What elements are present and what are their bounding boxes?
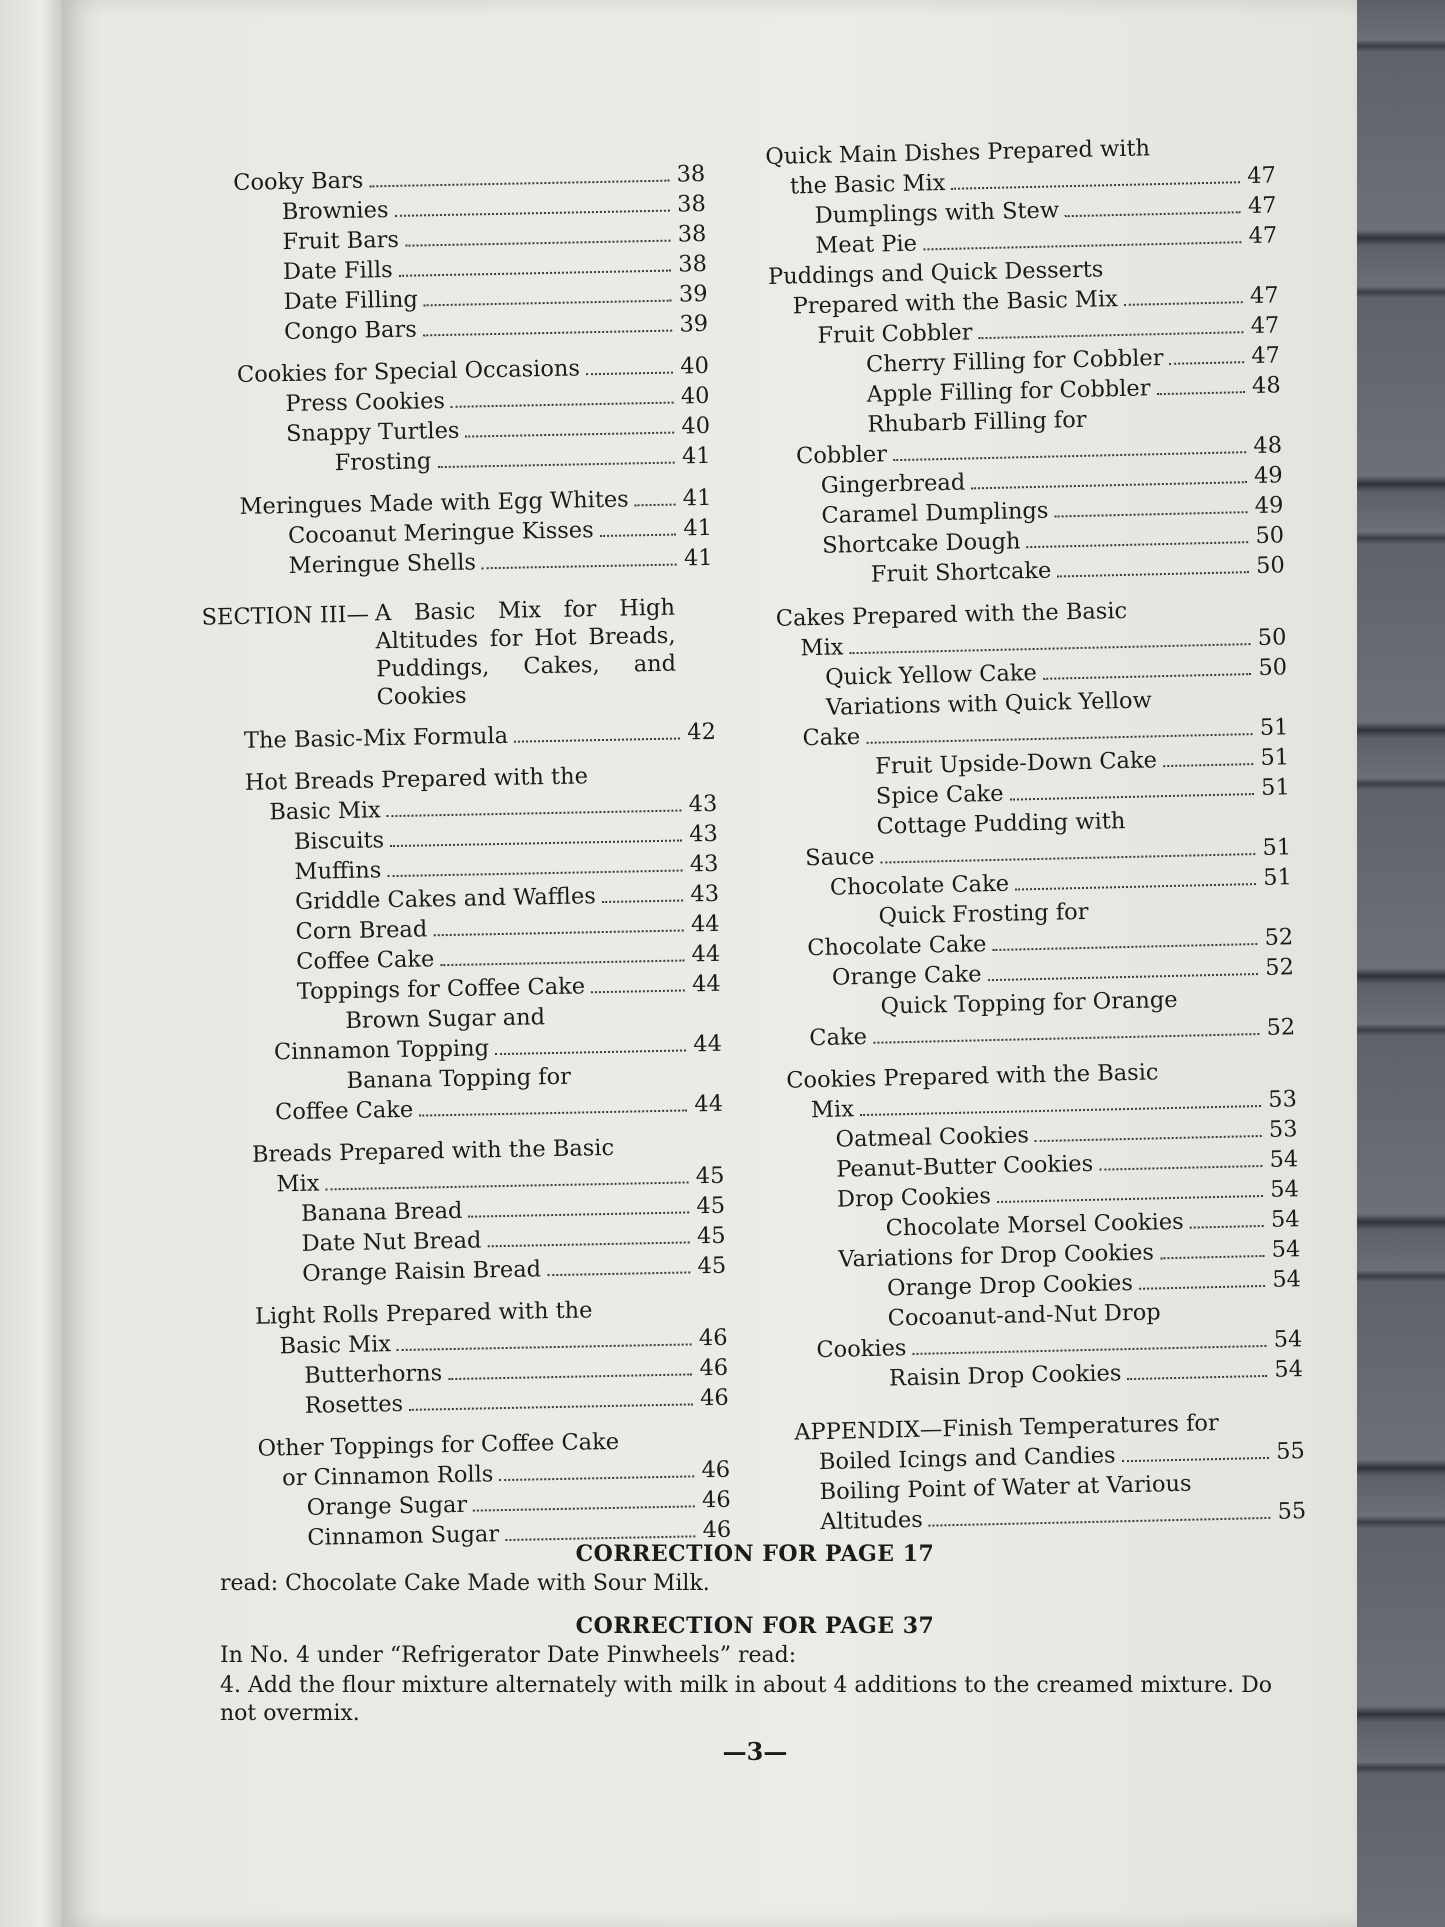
entry-title: Fruit Upside-Down Cake <box>874 747 1158 780</box>
facing-page-edge <box>0 0 70 1927</box>
page-ref: 47 <box>1246 162 1277 190</box>
page-ref: 50 <box>1258 654 1288 681</box>
page-ref: 44 <box>691 940 721 968</box>
entry-title: Shortcake Dough <box>821 528 1021 559</box>
entry-title: Peanut-Butter Cookies <box>836 1150 1094 1183</box>
page-ref: 40 <box>680 352 710 380</box>
entry-title: Fruit Bars <box>282 226 400 256</box>
dot-leader <box>893 451 1246 461</box>
entry-title: Brownies <box>281 197 389 226</box>
section-label: SECTION III— <box>201 601 370 631</box>
entry-title: Mix <box>276 1170 320 1198</box>
page-ref: 47 <box>1250 312 1280 340</box>
dot-leader <box>466 432 675 438</box>
dot-leader <box>997 1195 1263 1203</box>
entry-title: Cookies <box>816 1335 907 1364</box>
entry-title: APPENDIX—Finish Temperatures for <box>793 1410 1219 1446</box>
dot-leader <box>591 989 685 993</box>
correction-text: 4. Add the flour mixture alternately with milk in about 4 additions to the creamed mixture. Do not overmix. <box>220 1673 1273 1726</box>
dot-leader <box>1065 211 1241 217</box>
dot-leader <box>1170 361 1245 365</box>
entry-title: Frosting <box>334 448 432 477</box>
page-ref: 48 <box>1251 372 1281 400</box>
entry-title: Meringue Shells <box>288 549 477 580</box>
dot-leader <box>913 1345 1267 1355</box>
dot-leader <box>399 270 671 277</box>
page-ref: 51 <box>1262 864 1293 891</box>
correction-1 <box>220 1540 1290 1598</box>
entry-title: Rosettes <box>304 1390 404 1419</box>
dot-leader <box>1139 1285 1265 1290</box>
dot-leader <box>1043 673 1251 680</box>
dot-leader <box>409 1403 693 1410</box>
entry-title: Orange Cake <box>831 961 982 991</box>
dot-leader <box>1054 511 1247 517</box>
page-ref: 49 <box>1253 462 1283 489</box>
page-ref: 43 <box>688 820 719 848</box>
dot-leader <box>923 241 1241 250</box>
page-number: —3— <box>722 1737 788 1766</box>
entry-title: Rhubarb Filling for <box>867 406 1087 438</box>
dot-leader <box>424 300 672 307</box>
entry-title: Cookies for Special Occasions <box>236 355 581 388</box>
page-ref: 41 <box>681 442 711 470</box>
page-ref: 46 <box>699 1384 729 1412</box>
page-ref: 42 <box>687 718 717 746</box>
page-ref: 54 <box>1273 1326 1303 1353</box>
entry-title: Fruit Cobbler <box>817 319 973 349</box>
dot-leader <box>971 481 1247 489</box>
page-ref: 50 <box>1255 522 1285 549</box>
page-ref: 50 <box>1255 552 1286 579</box>
page-ref: 53 <box>1268 1116 1298 1143</box>
dot-leader <box>873 1033 1259 1044</box>
page-ref: 54 <box>1274 1356 1304 1383</box>
page-ref: 38 <box>676 190 707 218</box>
entry-title: Hot Breads Prepared with the <box>244 763 589 796</box>
entry-title: Meringues Made with Egg Whites <box>239 486 629 520</box>
dot-leader <box>951 181 1240 190</box>
dot-leader <box>1127 1375 1267 1380</box>
page-ref: 51 <box>1259 714 1289 741</box>
entry-title: Basic Mix <box>279 1331 392 1360</box>
dot-leader <box>440 959 684 966</box>
page-ref: 46 <box>702 1516 732 1544</box>
page-ref: 46 <box>701 1456 731 1484</box>
page-ref: 45 <box>696 1222 726 1250</box>
dot-leader <box>433 929 683 936</box>
page-ref: 41 <box>683 514 713 542</box>
entry-title: Quick Yellow Cake <box>824 659 1038 691</box>
entry-title: Drop Cookies <box>836 1183 992 1213</box>
page-ref: 46 <box>699 1354 729 1382</box>
entry-title: Congo Bars <box>283 316 417 346</box>
entry-title: Chocolate Cake <box>829 870 1010 901</box>
dot-leader <box>602 899 683 903</box>
entry-title: Orange Raisin Bread <box>301 1256 542 1287</box>
page-ref: 50 <box>1257 624 1287 651</box>
entry-title: Banana Bread <box>300 1197 463 1227</box>
page-ref: 44 <box>691 970 722 998</box>
entry-title: Cobbler <box>795 441 888 470</box>
dot-leader <box>988 973 1258 981</box>
toc-right-column <box>765 130 1307 1537</box>
dot-leader <box>473 1505 695 1511</box>
dot-leader <box>635 504 676 507</box>
entry-title: Apple Filling for Cobbler <box>866 375 1151 408</box>
entry-title: Altitudes <box>820 1506 924 1536</box>
entry-title: Variations with Quick Yellow <box>825 687 1153 721</box>
page-ref: 38 <box>676 160 706 188</box>
entry-title: Sauce <box>804 843 875 872</box>
dot-leader <box>495 1049 686 1055</box>
correction-text: In No. 4 under “Refrigerator Date Pinwheels” read: <box>220 1643 797 1668</box>
page-ref: 45 <box>695 1162 725 1190</box>
entry-title: Boiled Icings and Candies <box>818 1442 1116 1476</box>
dot-leader <box>419 1109 687 1116</box>
corrections-block <box>220 1540 1290 1766</box>
page-ref: 48 <box>1253 432 1283 459</box>
dot-leader <box>586 372 673 376</box>
dot-leader <box>866 733 1252 744</box>
dot-leader <box>448 1373 692 1380</box>
entry-title: Press Cookies <box>285 387 446 418</box>
dot-leader <box>423 330 672 337</box>
entry-title: Corn Bread <box>295 916 428 945</box>
entry-title: Date Nut Bread <box>301 1227 482 1257</box>
page-ref: 47 <box>1247 192 1277 220</box>
page-ref: 44 <box>690 910 720 938</box>
page-ref: 51 <box>1260 744 1290 771</box>
page-ref: 46 <box>698 1324 728 1352</box>
entry-title: Mix <box>800 634 844 662</box>
entry-title: Cinnamon Sugar <box>307 1521 500 1551</box>
dot-leader <box>850 643 1251 654</box>
dot-leader <box>369 180 669 188</box>
entry-title: Cakes Prepared with the Basic <box>775 597 1128 632</box>
section-title: A Basic Mix for High Altitudes for Hot Breads, Puddings, Cakes, and Cookies <box>374 594 677 711</box>
page-ref: 45 <box>696 1192 726 1220</box>
dot-leader <box>514 738 680 743</box>
entry-title: Cinnamon Topping <box>273 1035 490 1066</box>
page-ref: 52 <box>1264 954 1295 981</box>
page-ref: 49 <box>1254 492 1284 519</box>
entry-title: Coffee Cake <box>274 1096 414 1126</box>
entry-title: Quick Main Dishes Prepared with <box>765 135 1151 170</box>
dot-leader <box>390 840 682 848</box>
entry-title: Gingerbread <box>820 469 966 499</box>
dot-leader <box>487 1241 689 1247</box>
section-heading <box>201 593 715 715</box>
entry-title: Cake <box>809 1023 868 1052</box>
entry-title: Mix <box>810 1096 855 1124</box>
page-ref: 38 <box>678 250 708 278</box>
page-ref: 45 <box>697 1252 727 1280</box>
entry-title: Chocolate Morsel Cookies <box>885 1208 1184 1242</box>
entry-title: Variations for Drop Cookies <box>838 1239 1155 1273</box>
page-ref: 55 <box>1275 1438 1306 1465</box>
dot-leader <box>405 240 670 247</box>
page-ref: 54 <box>1272 1266 1302 1293</box>
dot-leader <box>1099 1165 1262 1171</box>
dot-leader <box>860 1105 1261 1116</box>
page-ref: 54 <box>1270 1206 1300 1233</box>
dot-leader <box>929 1517 1270 1527</box>
page-ref: 47 <box>1249 282 1279 310</box>
entry-title: Oatmeal Cookies <box>835 1122 1030 1153</box>
dot-leader <box>1157 391 1245 395</box>
page-ref: 52 <box>1264 924 1294 951</box>
page-ref: 46 <box>701 1486 731 1514</box>
page-ref: 44 <box>693 1030 723 1058</box>
correction-title: CORRECTION FOR PAGE 37 <box>575 1613 935 1639</box>
entry-title: Snappy Turtles <box>285 417 460 448</box>
entry-title: or Cinnamon Rolls <box>281 1461 494 1492</box>
entry-title: Quick Frosting for <box>878 898 1089 930</box>
dot-leader <box>1122 1457 1269 1462</box>
entry-title: Light Rolls Prepared with the <box>254 1297 593 1330</box>
entry-title: Date Filling <box>283 286 419 316</box>
page-ref: 47 <box>1248 222 1278 250</box>
page-ref: 40 <box>681 412 711 440</box>
dot-leader <box>1160 1255 1264 1259</box>
entry-title: Coffee Cake <box>296 946 435 975</box>
toc-left-column <box>201 159 732 1554</box>
entry-title: Date Fills <box>282 256 393 286</box>
dot-leader <box>451 402 674 408</box>
page-ref: 43 <box>688 790 718 818</box>
entry-title: Banana Topping for <box>346 1063 572 1094</box>
entry-title: the Basic Mix <box>789 169 946 200</box>
dot-leader <box>1035 1135 1262 1142</box>
dot-leader <box>397 1343 692 1351</box>
page-ref: 43 <box>690 880 720 908</box>
entry-title: Basic Mix <box>269 797 381 826</box>
entry-title: Butterhorns <box>303 1360 443 1389</box>
dot-leader <box>1057 571 1249 577</box>
entry-title: The Basic-Mix Formula <box>243 722 509 754</box>
entry-title: Cocoanut Meringue Kisses <box>287 517 594 550</box>
entry-title: Brown Sugar and <box>345 1004 546 1034</box>
entry-title: Boiling Point of Water at Various <box>819 1470 1192 1506</box>
entry-title: Toppings for Coffee Cake <box>296 973 586 1005</box>
page-ref: 41 <box>683 544 713 572</box>
entry-title: Puddings and Quick Desserts <box>767 256 1104 290</box>
entry-title: Meat Pie <box>815 230 918 259</box>
dot-leader <box>482 564 677 570</box>
dot-leader <box>499 1475 694 1481</box>
page-ref: 55 <box>1277 1498 1307 1525</box>
entry-title: Prepared with the Basic Mix <box>792 286 1119 320</box>
entry-title: Fruit Shortcake <box>870 557 1052 588</box>
correction-text: read: Chocolate Cake Made with Sour Milk. <box>220 1571 710 1596</box>
page-ref: 41 <box>682 484 712 512</box>
dot-leader <box>547 1271 690 1276</box>
dot-leader <box>600 534 676 537</box>
entry-title: Muffins <box>294 857 382 885</box>
entry-title: Cookies Prepared with the Basic <box>786 1059 1159 1094</box>
page-ref: 44 <box>694 1090 724 1118</box>
dot-leader <box>387 810 682 818</box>
entry-title: Biscuits <box>293 827 385 855</box>
page-ref: 43 <box>689 850 719 878</box>
dot-leader <box>1027 541 1249 548</box>
dot-leader <box>881 853 1256 864</box>
entry-title: Orange Drop Cookies <box>886 1269 1134 1302</box>
page-ref: 54 <box>1269 1146 1299 1173</box>
dot-leader <box>992 943 1257 951</box>
page-ref: 38 <box>677 220 707 248</box>
dot-leader <box>395 210 670 217</box>
dot-leader <box>1163 763 1253 767</box>
page-ref: 39 <box>679 310 709 338</box>
entry-title: Quick Topping for Orange <box>880 986 1178 1020</box>
page-ref: 54 <box>1271 1236 1301 1263</box>
page-ref: 52 <box>1266 1014 1296 1041</box>
page-ref: 39 <box>678 280 708 308</box>
dot-leader <box>1124 301 1243 306</box>
correction-title: CORRECTION FOR PAGE 17 <box>575 1541 935 1567</box>
entry-title: Cherry Filling for Cobbler <box>865 345 1164 378</box>
entry-title: Cooky Bars <box>233 167 364 196</box>
entry-title: Dumplings with Stew <box>814 197 1060 229</box>
page-ref: 40 <box>680 382 710 410</box>
dot-leader <box>1190 1225 1264 1229</box>
entry-title: Raisin Drop Cookies <box>888 1360 1122 1392</box>
page-ref: 47 <box>1251 342 1281 370</box>
dot-leader <box>387 869 682 877</box>
dot-leader <box>437 462 674 469</box>
page-ref: 51 <box>1262 834 1292 861</box>
correction-2 <box>220 1612 1290 1728</box>
dot-leader <box>979 331 1244 339</box>
entry-title: Griddle Cakes and Waffles <box>294 883 597 915</box>
entry-title: Other Toppings for Coffee Cake <box>257 1428 620 1462</box>
dot-leader <box>468 1211 689 1217</box>
dot-leader <box>1010 793 1254 801</box>
entry-title: Chocolate Cake <box>807 931 987 962</box>
entry-title: Cottage Pudding with <box>876 808 1126 840</box>
entry-title: Spice Cake <box>875 780 1004 810</box>
entry-title: Caramel Dumplings <box>821 497 1049 529</box>
entry-title: Cake <box>802 723 861 752</box>
dot-leader <box>1015 883 1256 890</box>
entry-title: Cocoanut-and-Nut Drop <box>887 1299 1161 1332</box>
page-ref: 51 <box>1260 774 1291 801</box>
page-ref: 54 <box>1269 1176 1300 1203</box>
toc-entry <box>244 717 716 756</box>
page-ref: 53 <box>1267 1086 1298 1113</box>
entry-title: Orange Sugar <box>306 1491 468 1521</box>
entry-title: Breads Prepared with the Basic <box>251 1134 615 1168</box>
dot-leader <box>326 1181 689 1190</box>
